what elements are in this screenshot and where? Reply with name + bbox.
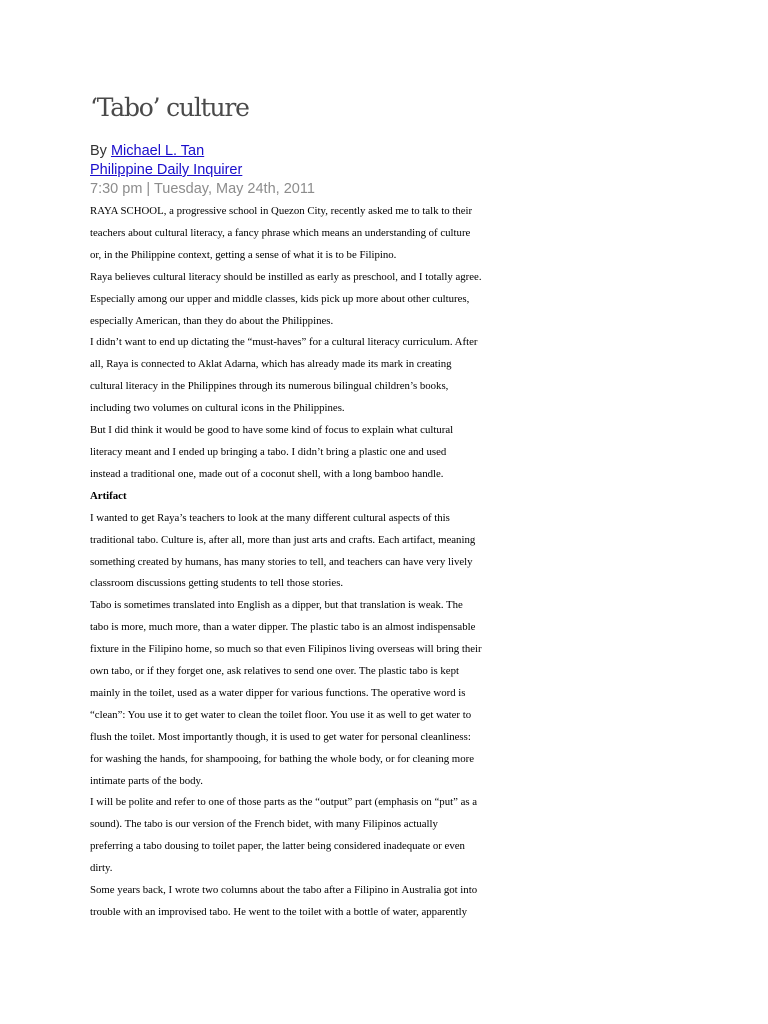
body-line: intimate parts of the body.	[90, 774, 203, 787]
byline	[90, 142, 690, 161]
body-line: tabo is more, much more, than a water dipper. The plastic tabo is an almost indispensable	[90, 621, 476, 634]
body-line: But I did think it would be good to have some kind of focus to explain what cultural	[90, 424, 454, 437]
body-line: or, in the Philippine context, getting a sense of what it is to be Filipino.	[90, 248, 397, 261]
body-line: something created by humans, has many stories to tell, and teachers can have very lively	[90, 555, 473, 568]
body-line: classroom discussions getting students to tell those stories.	[90, 577, 344, 590]
body-line: fixture in the Filipino home, so much so that even Filipinos living overseas will bring their	[90, 643, 482, 656]
body-line: traditional tabo. Culture is, after all, more than just arts and crafts. Each artifact, meaning	[90, 533, 476, 546]
body-line: I will be polite and refer to one of those parts as the “output” part (emphasis on “put” as a	[90, 796, 478, 809]
body-line: teachers about cultural literacy, a fancy phrase which means an understanding of culture	[90, 226, 471, 239]
body-line: all, Raya is connected to Aklat Adarna, which has already made its mark in creating	[90, 358, 452, 371]
body-line: I wanted to get Raya’s teachers to look at the many different cultural aspects of this	[90, 511, 450, 524]
section-heading: Artifact	[90, 489, 127, 502]
body-line: own tabo, or if they forget one, ask relatives to send one over. The plastic tabo is kept	[90, 665, 460, 678]
author-link[interactable]: Michael L. Tan	[110, 143, 205, 159]
body-line: Raya believes cultural literacy should be instilled as early as preschool, and I totally agree.	[90, 270, 482, 283]
publication-link[interactable]: Philippine Daily Inquirer	[90, 162, 243, 178]
article-title: ‘Tabo’ culture	[90, 93, 249, 122]
article-body	[90, 201, 690, 924]
body-line: Especially among our upper and middle classes, kids pick up more about other cultures,	[90, 292, 470, 305]
body-line: flush the toilet. Most importantly though, it is used to get water for personal cleanliness:	[90, 730, 471, 743]
timestamp: 7:30 pm | Tuesday, May 24th, 2011	[90, 181, 315, 197]
body-line: trouble with an improvised tabo. He went to the toilet with a bottle of water, apparently	[90, 906, 468, 918]
body-line: sound). The tabo is our version of the French bidet, with many Filipinos actually	[90, 818, 438, 831]
body-line: I didn’t want to end up dictating the “must-haves” for a cultural literacy curriculum. After	[90, 336, 478, 349]
body-line: especially American, than they do about the Philippines.	[90, 314, 334, 327]
body-line: including two volumes on cultural icons in the Philippines.	[90, 402, 345, 415]
body-line: Some years back, I wrote two columns about the tabo after a Filipino in Australia got into	[90, 884, 478, 897]
article	[90, 93, 690, 924]
body-line: dirty.	[90, 862, 113, 875]
by-label: By	[90, 143, 111, 159]
body-line: for washing the hands, for shampooing, for bathing the whole body, or for cleaning more	[90, 752, 474, 765]
body-line: instead a traditional one, made out of a coconut shell, with a long bamboo handle.	[90, 467, 444, 480]
body-line: preferring a tabo dousing to toilet paper, the latter being considered inadequate or even	[90, 840, 465, 853]
body-line: “clean”: You use it to get water to clean the toilet floor. You use it as well to get water to	[90, 708, 472, 721]
publication-line	[90, 161, 690, 180]
body-line: Tabo is sometimes translated into English as a dipper, but that translation is weak. The	[90, 599, 463, 612]
body-line: mainly in the toilet, used as a water dipper for various functions. The operative word is	[90, 686, 466, 699]
body-line: RAYA SCHOOL, a progressive school in Quezon City, recently asked me to talk to their	[90, 205, 473, 217]
body-line: literacy meant and I ended up bringing a tabo. I didn’t bring a plastic one and used	[90, 445, 447, 458]
body-line: cultural literacy in the Philippines through its numerous bilingual children’s books,	[90, 380, 449, 393]
